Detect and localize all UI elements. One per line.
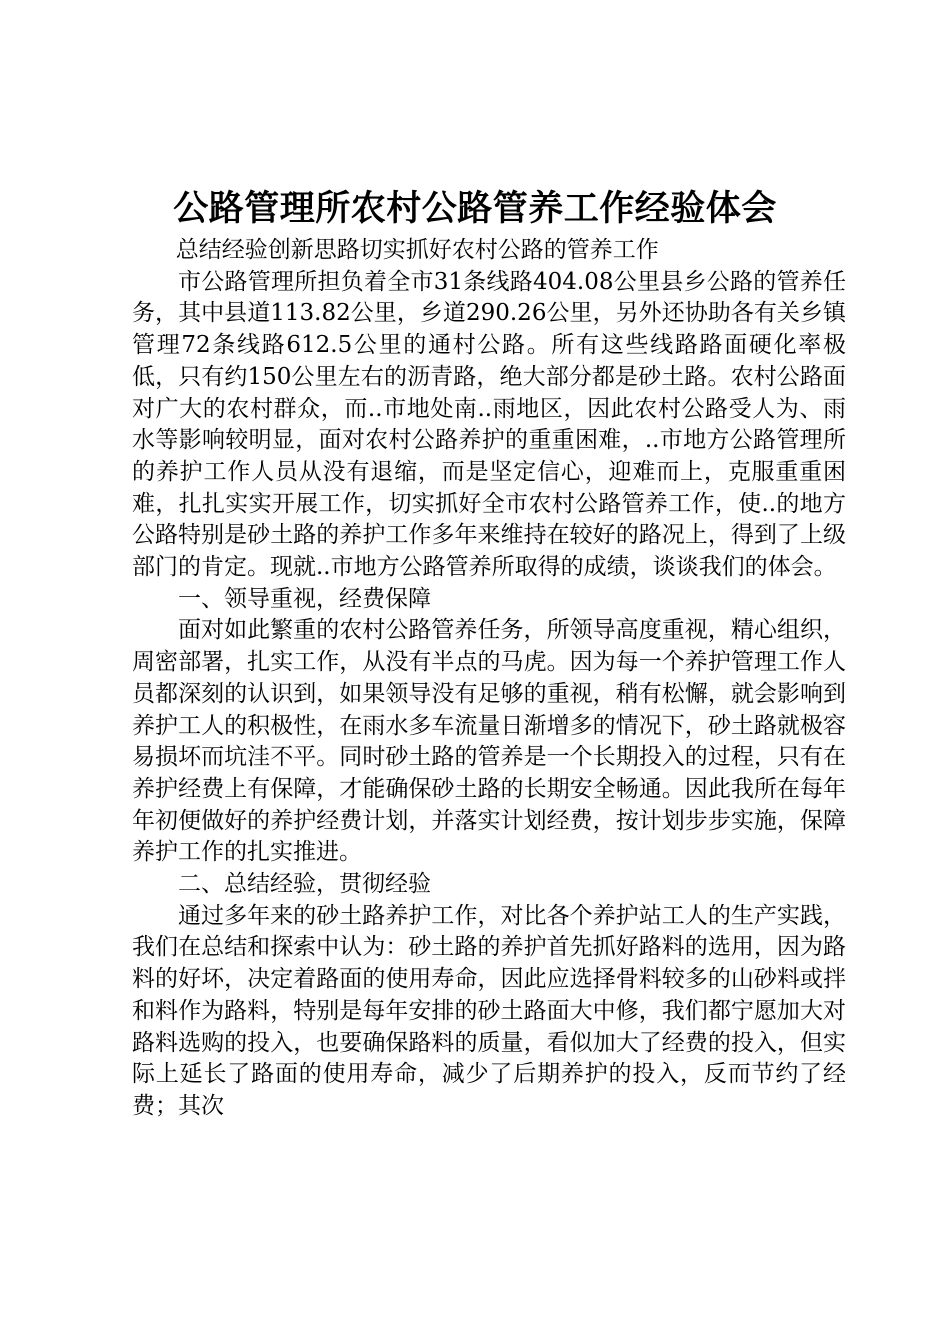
section-heading-1: 一、领导重视，经费保障 — [178, 585, 431, 612]
paragraph-section-1: 面对如此繁重的农村公路管养任务，所领导高度重视，精心组织，周密部署，扎实工作，从没有半点的马虎。因为每一个养护管理工作人员都深刻的认识到，如果领导没有足够的重视，稍有松懈，就会影响到养护工人的积极性，在雨水多车流量日渐增多的情况下，砂土路就极容易损坏而坑洼不平。同时砂土路的管养是一个长期投入的过程，只有在养护经费上有保障，才能确保砂土路的长期安全畅通。因此我所在每年年初便做好的养护经费计划，并落实计划经费，按计划步步实施，保障养护工作的扎实推进。 — [132, 617, 846, 866]
paragraph-intro: 市公路管理所担负着全市31条线路404.08公里县乡公路的管养任务，其中县道113.82公里，乡道290.26公里，另外还协助各有关乡镇管理72条线路612.5公里的通村公路。所有这些线路路面硬化率极低，只有约150公里左右的沥青路，绝大部分都是砂土路。农村公路面对广大的农村群众，而..市地处南..雨地区，因此农村公路受人为、雨水等影响较明显，面对农村公路养护的重重困难，..市地方公路管理所的养护工作人员从没有退缩，而是坚定信心，迎难而上，克服重重困难，扎扎实实开展工作，切实抓好全市农村公路管养工作，使..的地方公路特别是砂土路的养护工作多年来维持在较好的路况上，得到了上级部门的肯定。现就..市地方公路管养所取得的成绩，谈谈我们的体会。 — [132, 268, 846, 581]
document-body — [132, 235, 846, 1123]
paragraph-section-2: 通过多年来的砂土路养护工作，对比各个养护站工人的生产实践，我们在总结和探索中认为：砂土路的养护首先抓好路料的选用，因为路料的好坏，决定着路面的使用寿命，因此应选择骨料较多的山砂料或拌和料作为路料，特别是每年安排的砂土路面大中修，我们都宁愿加大对路料选购的投入，也要确保路料的质量，看似加大了经费的投入，但实际上延长了路面的使用寿命，减少了后期养护的投入，反而节约了经费；其次 — [132, 902, 846, 1119]
section-heading-2: 二、总结经验，贯彻经验 — [178, 871, 431, 898]
document-subtitle: 总结经验创新思路切实抓好农村公路的管养工作 — [175, 237, 659, 263]
document-title: 公路管理所农村公路管养工作经验体会 — [173, 188, 777, 229]
